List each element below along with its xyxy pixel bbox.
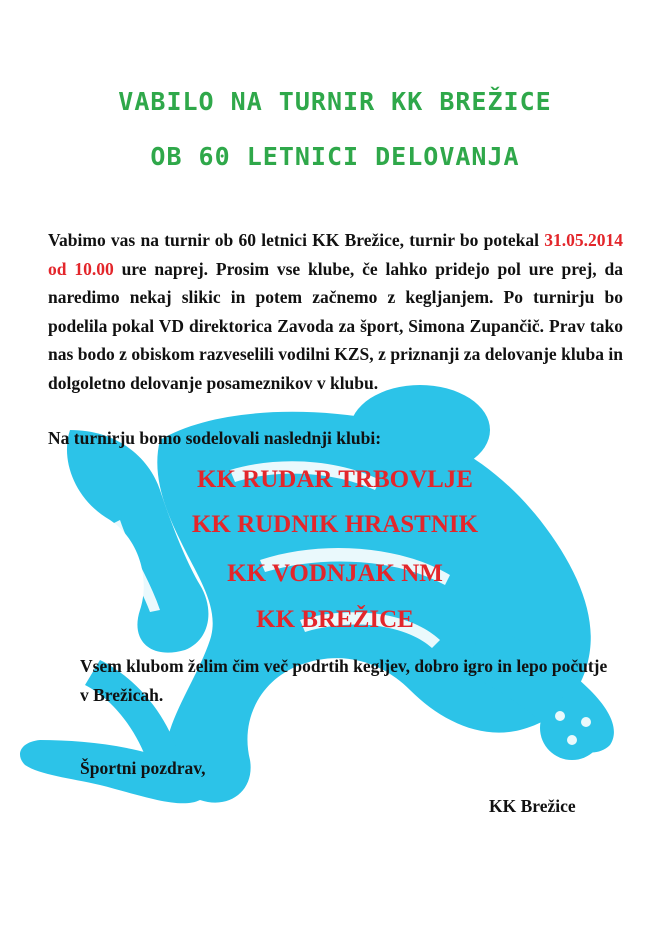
clubs-intro: Na turnirju bomo sodelovali naslednji klubi: [48,428,382,448]
club-name: KK VODNJAK NM [227,560,443,587]
club-name: KK RUDNIK HRASTNIK [191,511,479,538]
event-date-time: 31.05.2014 od 10.00 [48,230,623,279]
paragraph-part-1: Vabimo vas na turnir ob 60 letnici KK Brežice, turnir bo potekal [48,230,545,250]
club-name: KK RUDAR TRBOVLJE [197,466,473,493]
wish-paragraph: Vsem klubom želim čim več podrtih kegljev, dobro igro in lepo počutje v Brežicah. [80,656,608,705]
club-name: KK BREŽICE [256,606,414,633]
paragraph-part-2: ure naprej. Prosim vse klube, če lahko pridejo pol ure prej, da naredimo nekaj slikic in potem začnemo z kegljanjem. Po turnirju bo podelila pokal VD direktorica Zavoda za šport, Simona Zupančič. Prav tako nas bodo z obiskom razveselili vodilni KZS, z priznanji za delovanje kluba in dolgoletno delovanje posameznikov v klubu. [48,258,623,393]
signature: KK Brežice [489,796,576,816]
invitation-paragraph [48,226,623,398]
title-line-1: VABILO NA TURNIR KK BREŽICE [118,87,552,116]
title-line-2: OB 60 LETNICI DELOVANJA [150,142,520,171]
greeting: Športni pozdrav, [80,758,206,778]
